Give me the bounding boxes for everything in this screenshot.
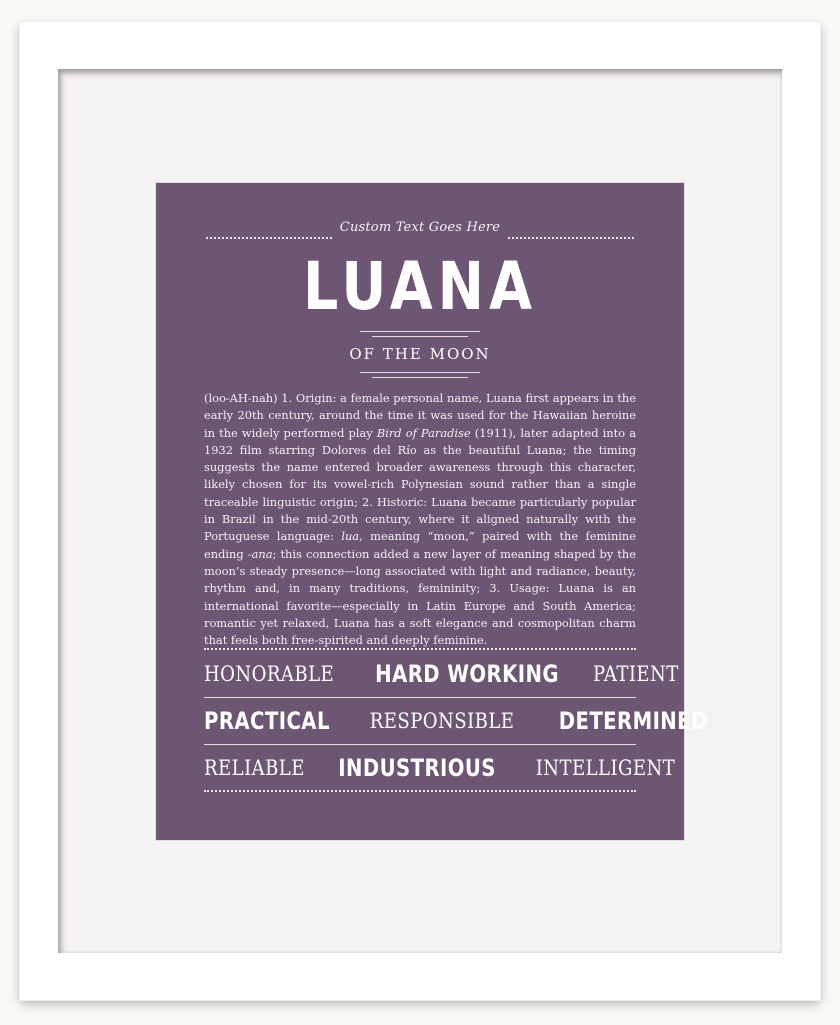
word-lua: lua [341,529,360,544]
traits-divider [204,744,636,745]
name-underline-top [360,331,480,332]
name-definition [204,390,636,649]
trait: DETERMINED [558,707,708,735]
trait: PRACTICAL [204,707,330,735]
name-title: LUANA [302,248,538,325]
trait: HONORABLE [204,662,335,686]
traits-dotted-rule-top [204,648,636,650]
trait: HARD WORKING [375,660,560,688]
definition-text: 1. Origin: a female personal name, Luana first appears in the early 20th century, around the time it was used for the Hawaiian heroine in the widely performed play [204,391,636,440]
definition-text: ; this connection added a new layer of meaning shaped by the moon’s steady presence—long associated with light and radiance, beauty, rhythm and, in many traditions, femininity; 3. Usage: Luana is an international favorite—especially in Latin Europe and South America; romantic yet relaxed, Luana has a soft elegance and cosmopolitan charm that feels both free-spirited and deeply feminine. [204,546,636,648]
trait: RELIABLE [204,756,305,780]
traits-row [204,702,708,740]
meaning-underline-bottom [372,377,468,378]
trait: INTELLIGENT [536,756,676,780]
traits-dotted-rule-bottom [204,790,636,792]
definition-text: , meaning “moon,” paired with the feminine ending [204,529,636,561]
pronunciation: (loo-AH-nah) [204,391,278,405]
trait: PATIENT [593,662,680,686]
traits-row [204,749,676,787]
meaning-underline-top [360,372,480,373]
traits-divider [204,697,636,698]
word-ending: -ana [247,546,273,561]
trait: RESPONSIBLE [369,709,514,733]
trait: INDUSTRIOUS [338,754,497,782]
name-underline-bottom [372,336,468,337]
custom-text: Custom Text Goes Here [339,220,501,235]
name-art-print [156,183,708,840]
traits-row [204,655,680,693]
name-meaning: OF THE MOON [349,345,491,363]
play-title: Bird of Paradise [376,425,471,440]
header-dotted-rule-right [508,237,634,239]
header-dotted-rule-left [206,237,332,239]
definition-text: (1911), later adapted into a 1932 film starring Dolores del Río as the beautiful Luana; the timing suggests the name entered broader awareness through this character, likely chosen for its vowel-rich Polynesian sound rather than a single traceable linguistic origin; 2. Historic: Luana became particularly popular in Brazil in the mid-20th century, where it aligned naturally with the Portuguese language: [204,425,637,544]
